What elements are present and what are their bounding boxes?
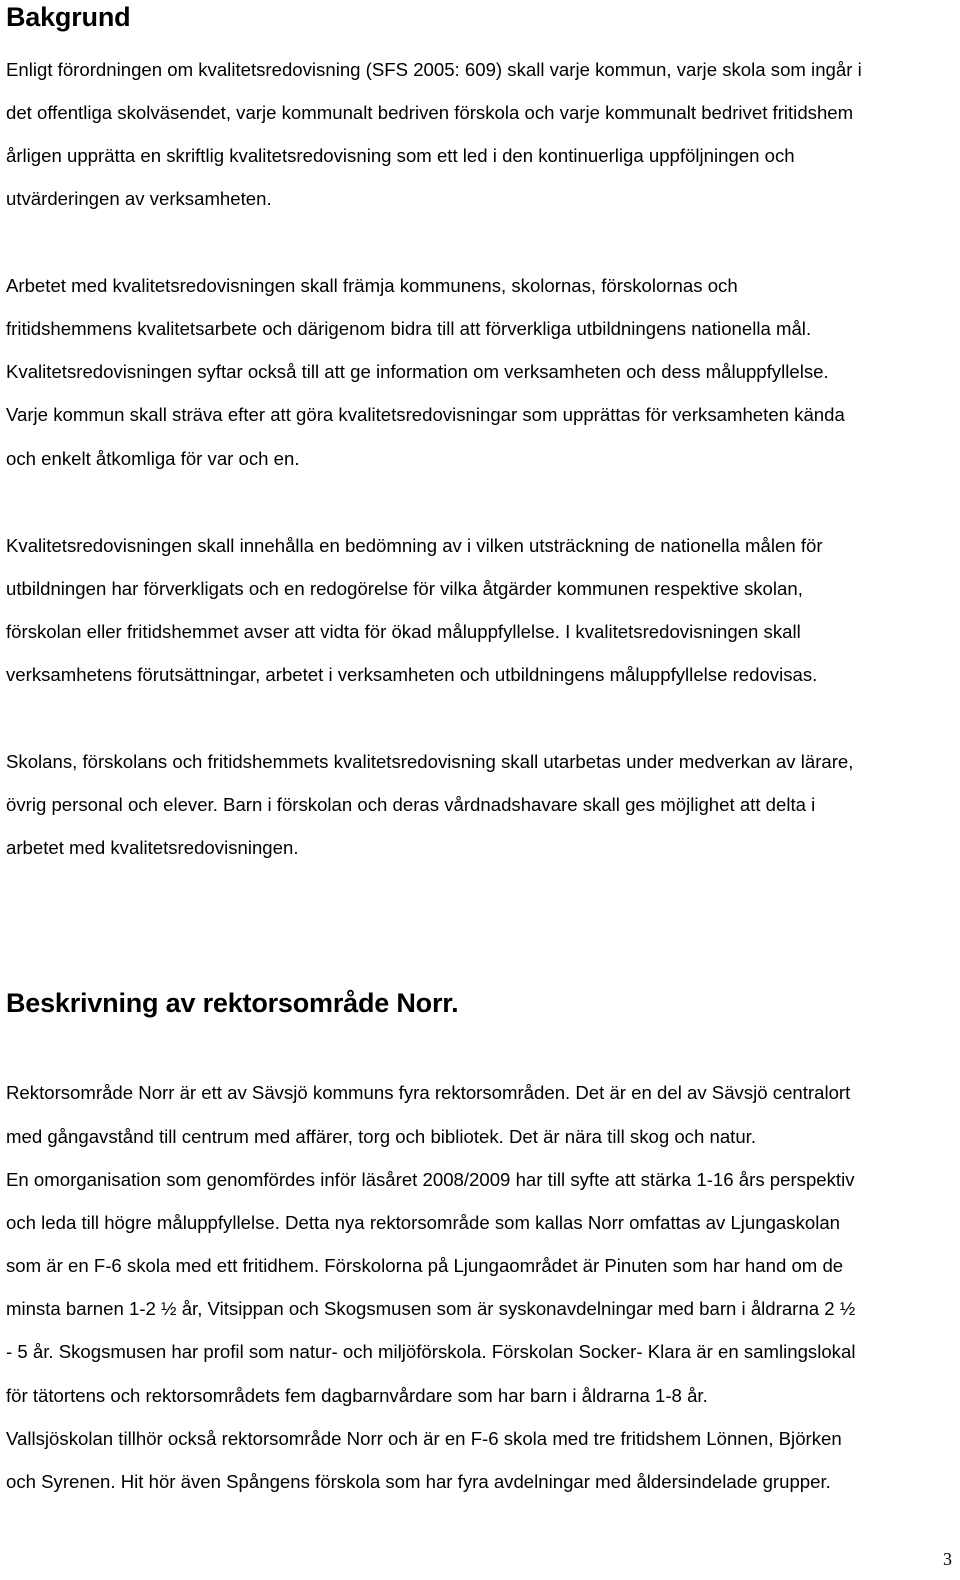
text-line: Skolans, förskolans och fritidshemmets kvalitetsredovisning skall utarbetas under medverkan av lärare, bbox=[6, 751, 854, 772]
text-line: för tätortens och rektorsområdets fem dagbarnvårdare som har barn i åldrarna 1-8 år. bbox=[6, 1385, 708, 1406]
text-line: utvärderingen av verksamheten. bbox=[6, 188, 272, 209]
text-line: Vallsjöskolan tillhör också rektorsområde Norr och är en F-6 skola med tre fritidshem Lönnen, Björken bbox=[6, 1428, 842, 1449]
text-line: förskolan eller fritidshemmet avser att vidta för ökad måluppfyllelse. I kvalitetsredovisningen skall bbox=[6, 621, 801, 642]
text-line: Kvalitetsredovisningen skall innehålla en bedömning av i vilken utsträckning de nationella målen för bbox=[6, 535, 823, 556]
text-line: Kvalitetsredovisningen syftar också till att ge information om verksamheten och dess måluppfyllelse. bbox=[6, 361, 829, 382]
text-line: årligen upprätta en skriftlig kvalitetsredovisning som ett led i den kontinuerliga uppföljningen och bbox=[6, 145, 795, 166]
text-line: det offentliga skolväsendet, varje kommunalt bedriven förskola och varje kommunalt bedrivet fritidshem bbox=[6, 102, 854, 123]
text-line: Enligt förordningen om kvalitetsredovisning (SFS 2005: 609) skall varje kommun, varje skola som ingår i bbox=[6, 59, 862, 80]
text-line: verksamhetens förutsättningar, arbetet i verksamheten och utbildningens måluppfyllelse redovisas. bbox=[6, 664, 818, 685]
text-line: minsta barnen 1-2 ½ år, Vitsippan och Skogsmusen som är syskonavdelningar med barn i åldrarna 2 ½ bbox=[6, 1298, 856, 1319]
text-line: och Syrenen. Hit hör även Spångens förskola som har fyra avdelningar med åldersindelade grupper. bbox=[6, 1471, 831, 1492]
text-line: Varje kommun skall sträva efter att göra kvalitetsredovisningar som upprättas för verksamheten kända bbox=[6, 404, 845, 425]
text-line: Arbetet med kvalitetsredovisningen skall främja kommunens, skolornas, förskolornas och bbox=[6, 275, 738, 296]
text-line: En omorganisation som genomfördes inför läsåret 2008/2009 har till syfte att stärka 1-16 års perspektiv bbox=[6, 1169, 855, 1190]
text-line: och leda till högre måluppfyllelse. Detta nya rektorsområde som kallas Norr omfattas av Ljungaskolan bbox=[6, 1212, 841, 1233]
text-line: arbetet med kvalitetsredovisningen. bbox=[6, 837, 299, 858]
text-line: Rektorsområde Norr är ett av Sävsjö kommuns fyra rektorsområden. Det är en del av Sävsjö centralort bbox=[6, 1082, 851, 1103]
text-line: som är en F-6 skola med ett fritidhem. Förskolorna på Ljungaområdet är Pinuten som har hand om de bbox=[6, 1255, 844, 1276]
text-line: - 5 år. Skogsmusen har profil som natur- och miljöförskola. Förskolan Socker- Klara är en samlingslokal bbox=[6, 1341, 856, 1362]
text-line: fritidshemmens kvalitetsarbete och därigenom bidra till att förverkliga utbildningens nationella mål. bbox=[6, 318, 812, 339]
text-line: utbildningen har förverkligats och en redogörelse för vilka åtgärder kommunen respektive skolan, bbox=[6, 578, 803, 599]
section-heading-beskrivning: Beskrivning av rektorsområde Norr. bbox=[6, 988, 459, 1018]
text-line: övrig personal och elever. Barn i förskolan och deras vårdnadshavare skall ges möjlighet att delta i bbox=[6, 794, 816, 815]
text-line: och enkelt åtkomliga för var och en. bbox=[6, 448, 300, 469]
page-number: 3 bbox=[943, 1549, 952, 1569]
section-heading-bakgrund: Bakgrund bbox=[6, 2, 131, 32]
text-line: med gångavstånd till centrum med affärer, torg och bibliotek. Det är nära till skog och natur. bbox=[6, 1126, 757, 1147]
